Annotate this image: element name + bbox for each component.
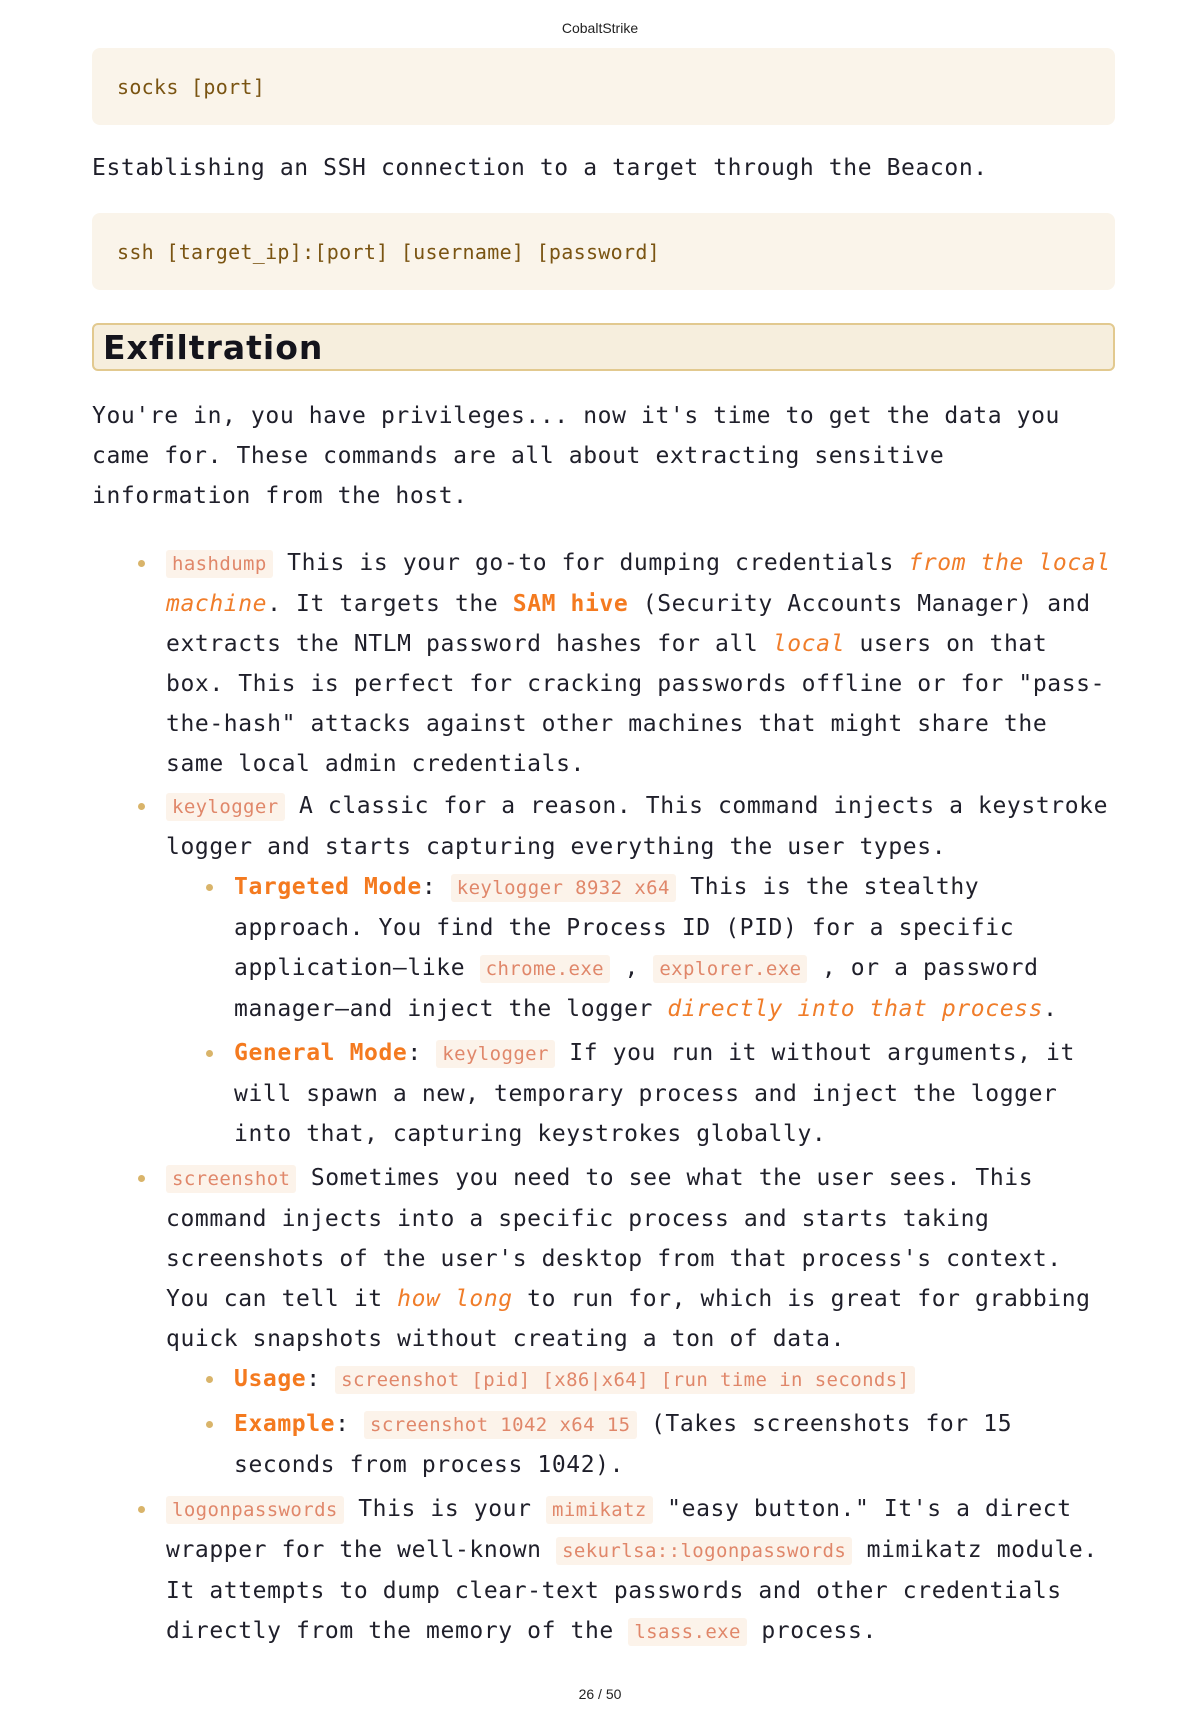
sub-list-screenshot	[166, 1359, 1115, 1485]
inline-code: explorer.exe	[653, 955, 807, 983]
text: This is the stealthy approach. You find the Process ID (PID) for a specific application—like	[234, 874, 1015, 981]
emphasis: directly into that process	[667, 996, 1044, 1022]
text: (Security Accounts Manager) and extracts the NTLM password hashes for all	[166, 591, 1091, 657]
inline-code: hashdump	[166, 550, 273, 578]
text: to run for, which is great for grabbing quick snapshots without creating a ton of data.	[166, 1286, 1091, 1352]
text: , or a password manager—and inject the logger	[234, 955, 1039, 1022]
sub-item-targeted-mode	[234, 867, 1115, 1029]
text: .	[1043, 996, 1058, 1022]
emphasis: from the local machine	[166, 550, 1111, 617]
inline-code: lsass.exe	[628, 1618, 747, 1646]
strong-text: Targeted Mode	[234, 874, 422, 900]
document-header: CobaltStrike	[561, 20, 639, 36]
ssh-intro-text: Establishing an SSH connection to a target through the Beacon.	[92, 155, 988, 181]
text: :	[421, 874, 451, 900]
sub-list-keylogger	[166, 867, 1115, 1154]
text: users on that box. This is perfect for cracking passwords offline or for "pass-the-hash" attacks against other machines that might share the same local admin credentials.	[166, 631, 1106, 777]
inline-code: logonpasswords	[166, 1496, 344, 1524]
text: Sometimes you need to see what the user sees. This command injects into a specific process and starts taking screenshots of the user's desktop from that process's context. You can tell it	[166, 1165, 1062, 1312]
text: This is your	[343, 1496, 547, 1522]
page-content	[92, 48, 1115, 1654]
inline-code: screenshot	[166, 1165, 296, 1193]
emphasis: local	[772, 631, 846, 657]
sub-item-usage	[234, 1359, 1115, 1400]
text: ,	[610, 955, 654, 981]
inline-code: mimikatz	[546, 1496, 653, 1524]
inline-code: chrome.exe	[480, 955, 610, 983]
command-list	[92, 543, 1115, 1652]
inline-code: screenshot 1042 x64 15	[364, 1411, 636, 1439]
strong-text: Example	[234, 1411, 336, 1437]
section-intro: You're in, you have privileges... now it's time to get the data you came for. These commands are all about extracting sensitive information from the host.	[92, 403, 1060, 509]
list-item-keylogger	[166, 786, 1115, 1154]
inline-code: keylogger 8932 x64	[451, 874, 676, 902]
list-item-logonpasswords	[166, 1489, 1115, 1652]
text: process.	[746, 1618, 877, 1644]
text: . It targets the	[267, 591, 513, 617]
text: :	[306, 1366, 336, 1392]
text: This is your go-to for dumping credentials	[272, 550, 909, 576]
sub-item-general-mode	[234, 1033, 1115, 1154]
code-block-ssh: ssh [target_ip]:[port] [username] [password]	[92, 213, 1115, 290]
text: :	[335, 1411, 365, 1437]
inline-code: keylogger	[436, 1040, 555, 1068]
strong-text: General Mode	[234, 1040, 408, 1066]
text: mimikatz module. It attempts to dump clear-text passwords and other credentials directly from the memory of the	[166, 1537, 1098, 1644]
inline-code: keylogger	[166, 793, 285, 821]
inline-code: screenshot [pid] [x86|x64] [run time in seconds]	[335, 1366, 915, 1394]
strong-text: Usage	[234, 1366, 307, 1392]
section-heading-exfiltration: Exfiltration	[92, 323, 1115, 371]
text: "easy button." It's a direct wrapper for the well-known	[166, 1496, 1072, 1563]
text: A classic for a reason. This command injects a keystroke logger and starts capturing everything the user types.	[166, 793, 1109, 860]
list-item-hashdump	[166, 543, 1115, 784]
page-number: 26 / 50	[578, 1686, 622, 1702]
inline-code: sekurlsa::logonpasswords	[556, 1537, 852, 1565]
emphasis: how long	[397, 1286, 513, 1312]
text: (Takes screenshots for 15 seconds from process 1042).	[234, 1411, 1013, 1478]
list-item-screenshot	[166, 1158, 1115, 1485]
text: If you run it without arguments, it will spawn a new, temporary process and inject the logger into that, capturing keystrokes globally.	[234, 1040, 1075, 1147]
code-block-socks: socks [port]	[92, 48, 1115, 125]
strong-text: SAM hive	[512, 591, 629, 617]
sub-item-example	[234, 1404, 1115, 1485]
text: :	[407, 1040, 437, 1066]
